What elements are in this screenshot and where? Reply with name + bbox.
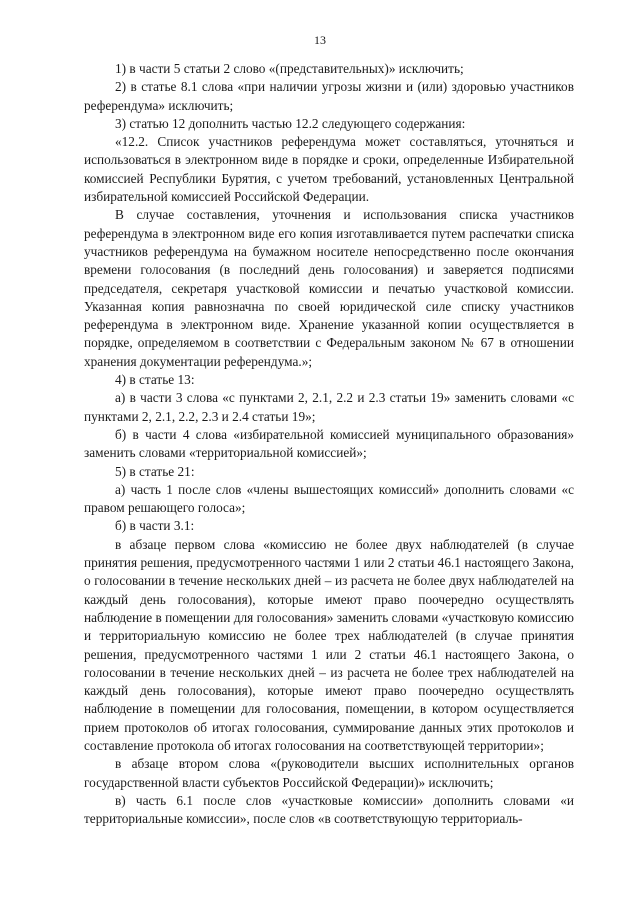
paragraph-2: 2) в статье 8.1 слова «при наличии угрозы жизни и (или) здоровью участников референдума» исключить;: [84, 79, 574, 113]
paragraph-12: в абзаце первом слова «комиссию не более двух наблюдателей (в случае принятия решения, предусмотренного частями 1 или 2 статьи 46.1 настоящего Закона, о голосовании в течение нескольких дней – из расчета не более двух наблюдателей на каждый день голосования), которые имеют право поочередно осуществлять наблюдение в помещении для голосования» заменить словами «участковую комиссию и территориальную комиссию не более трех наблюдателей (в случае принятия решения, предусмотренного частями 1 или 2 статьи 46.1 настоящего Закона, о голосовании в течение нескольких дней – из расчета не более трех наблюдателей на каждый день голосования), которые имеют право поочередно осуществлять наблюдение в помещении для голосования, помещении, в котором осуществляется прием протоколов об итогах голосования, суммирование данных этих протоколов и составление протокола об итогах голосования на соответствующей территории»;: [84, 536, 574, 753]
paragraph-8: б) в части 4 слова «избирательной комиссией муниципального образования» заменить словами «территориальной комиссией»;: [84, 426, 574, 461]
paragraph-9: 5) в статье 21:: [115, 463, 195, 479]
paragraph-1: 1) в части 5 статьи 2 слово «(представительных)» исключить;: [115, 61, 464, 76]
paragraph-3: 3) статью 12 дополнить частью 12.2 следующего содержания:: [115, 115, 466, 131]
paragraph-6: 4) в статье 13:: [115, 372, 195, 388]
paragraph-10: а) часть 1 после слов «члены вышестоящих комиссий» дополнить словами «с правом решающего голоса»;: [84, 481, 574, 516]
page-number: 13: [314, 33, 326, 47]
paragraph-14: в) часть 6.1 после слов «участковые комиссии» дополнить словами «и территориальные комиссии», после слов «в соответствующую территориаль-: [84, 792, 574, 827]
paragraph-13: в абзаце втором слова «(руководители высших исполнительных органов государственной власти субъектов Российской Федерации)» исключить;: [84, 756, 574, 790]
paragraph-5: В случае составления, уточнения и использования списка участников референдума в электронном виде его копия изготавливается путем распечатки списка участников референдума на бумажном носителе непосредственно после окончания времени голосования (в последний день голосования) и заверяется подписями председателя, секретаря участковой комиссии и печатью участковой комиссии. Указанная копия равнозначна по своей юридической силе списку участников референдума в электронном виде. Хранение указанной копии осуществляется в порядке, определяемом в соответствии с Федеральным законом № 67 в отношении хранения документации референдума.»;: [84, 207, 574, 369]
paragraph-4: «12.2. Список участников референдума может составляться, уточняться и использоваться в электронном виде в порядке и сроки, определенные Избирательной комиссией Республики Бурятия, с учетом требований, установленных Центральной избирательной комиссией Российской Федерации.: [84, 134, 574, 205]
paragraph-7: а) в части 3 слова «с пунктами 2, 2.1, 2.2 и 2.3 статьи 19» заменить словами «с пунктами 2, 2.1, 2.2, 2.3 и 2.4 статьи 19»;: [84, 390, 574, 424]
paragraph-11: б) в части 3.1:: [115, 518, 195, 534]
document-body: [84, 60, 574, 828]
